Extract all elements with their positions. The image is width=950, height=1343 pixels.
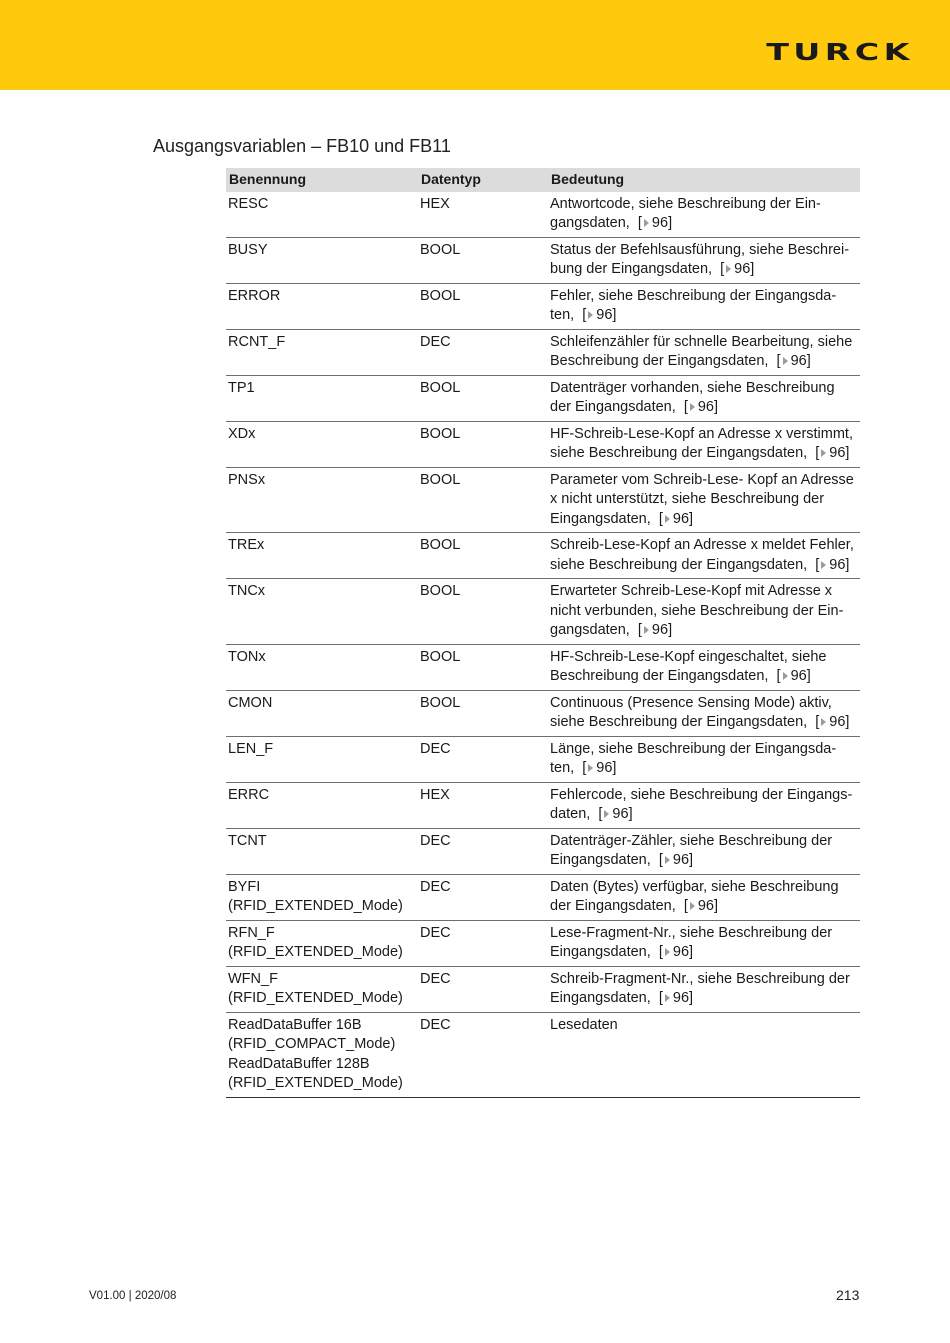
page-reference-link[interactable]: [ 96] bbox=[574, 760, 617, 776]
meaning-text: Datenträger vorhanden, siehe Beschreibung der Eingangsdaten, bbox=[550, 379, 835, 415]
meaning-text: Schreib-Fragment-Nr., siehe Beschreibung der Eingangsdaten, bbox=[550, 970, 850, 1006]
table-row bbox=[226, 690, 860, 736]
table-row bbox=[226, 192, 860, 238]
page-reference-link[interactable]: [ 96] bbox=[807, 445, 850, 461]
meaning-cell bbox=[548, 421, 860, 467]
triangle-right-icon bbox=[665, 948, 670, 956]
data-type-cell: BOOL bbox=[418, 421, 548, 467]
triangle-right-icon bbox=[665, 515, 670, 523]
page-reference-link[interactable]: [ 96] bbox=[629, 622, 673, 638]
variable-name-cell: XDx bbox=[226, 421, 418, 467]
table-row bbox=[226, 1012, 860, 1097]
page-reference-link[interactable]: [ 96] bbox=[675, 399, 719, 415]
meaning-text: HF-Schreib-Lese-Kopf eingeschaltet, siehe Beschreibung der Eingangsdaten, bbox=[550, 648, 827, 684]
page-reference-link[interactable]: [ 96] bbox=[590, 806, 633, 822]
table-row bbox=[226, 828, 860, 874]
table-body bbox=[226, 192, 860, 1098]
meaning-text: Fehler, siehe Beschreibung der Eingangsda- ten, bbox=[550, 287, 837, 323]
reference-page-number: 96 bbox=[596, 307, 613, 323]
table-row bbox=[226, 375, 860, 421]
data-type-cell: BOOL bbox=[418, 644, 548, 690]
meaning-text: Status der Befehlsausführung, siehe Beschrei- bung der Eingangsdaten, bbox=[550, 241, 850, 277]
reference-page-number: 96 bbox=[672, 852, 690, 868]
data-type-cell: BOOL bbox=[418, 467, 548, 533]
triangle-right-icon bbox=[821, 561, 826, 569]
meaning-cell bbox=[548, 736, 860, 782]
page-reference-link[interactable]: [ 96] bbox=[650, 990, 694, 1006]
meaning-cell bbox=[548, 375, 860, 421]
meaning-text: Antwortcode, siehe Beschreibung der Ein- gangsdaten, bbox=[550, 195, 821, 231]
triangle-right-icon bbox=[644, 219, 649, 227]
table-row bbox=[226, 421, 860, 467]
variable-name-cell: WFN_F (RFID_EXTENDED_Mode) bbox=[226, 966, 418, 1012]
variable-name-cell: ERROR bbox=[226, 283, 418, 329]
data-type-cell: DEC bbox=[418, 874, 548, 920]
page-reference-link[interactable]: [ 96] bbox=[629, 215, 673, 231]
variable-name-cell: BYFI (RFID_EXTENDED_Mode) bbox=[226, 874, 418, 920]
variable-name-cell: TREx bbox=[226, 533, 418, 579]
column-header-type: Datentyp bbox=[418, 168, 548, 192]
meaning-cell bbox=[548, 644, 860, 690]
table-row bbox=[226, 966, 860, 1012]
data-type-cell: HEX bbox=[418, 782, 548, 828]
output-variables-table bbox=[226, 168, 860, 1098]
section-title: Ausgangsvariablen – FB10 und FB11 bbox=[153, 136, 451, 156]
meaning-text: Schreib-Lese-Kopf an Adresse x meldet Fehler, siehe Beschreibung der Eingangsdaten, bbox=[550, 537, 854, 573]
triangle-right-icon bbox=[588, 764, 593, 772]
reference-page-number: 96 bbox=[734, 261, 751, 277]
meaning-cell bbox=[548, 1012, 860, 1097]
meaning-cell bbox=[548, 782, 860, 828]
data-type-cell: DEC bbox=[418, 920, 548, 966]
turck-logo: TURCK bbox=[766, 40, 914, 66]
variable-name-cell: ERRC bbox=[226, 782, 418, 828]
data-type-cell: BOOL bbox=[418, 283, 548, 329]
reference-page-number: 96 bbox=[672, 944, 690, 960]
meaning-cell bbox=[548, 828, 860, 874]
table-row bbox=[226, 329, 860, 375]
data-type-cell: DEC bbox=[418, 329, 548, 375]
variable-name-cell: RCNT_F bbox=[226, 329, 418, 375]
triangle-right-icon bbox=[783, 357, 788, 365]
page-number: 213 bbox=[836, 1287, 860, 1303]
table-row bbox=[226, 237, 860, 283]
reference-page-number: 96 bbox=[672, 990, 690, 1006]
variable-name-cell: TONx bbox=[226, 644, 418, 690]
reference-page-number: 96 bbox=[612, 806, 629, 822]
meaning-text: Lesedaten bbox=[550, 1016, 618, 1033]
data-type-cell: HEX bbox=[418, 192, 548, 238]
page-reference-link[interactable]: [ 96] bbox=[712, 261, 755, 277]
page-reference-link[interactable]: [ 96] bbox=[574, 307, 617, 323]
meaning-text: Daten (Bytes) verfügbar, siehe Beschreibung der Eingangsdaten, bbox=[550, 878, 839, 914]
meaning-text: Länge, siehe Beschreibung der Eingangsda- ten, bbox=[550, 740, 837, 776]
table-row bbox=[226, 579, 860, 645]
page-reference-link[interactable]: [ 96] bbox=[650, 510, 694, 527]
meaning-cell bbox=[548, 237, 860, 283]
reference-page-number: 96 bbox=[829, 556, 846, 573]
reference-page-number: 96 bbox=[672, 510, 690, 527]
data-type-cell: BOOL bbox=[418, 375, 548, 421]
data-type-cell: BOOL bbox=[418, 690, 548, 736]
meaning-cell bbox=[548, 874, 860, 920]
meaning-text: HF-Schreib-Lese-Kopf an Adresse x verstimmt, siehe Beschreibung der Eingangsdaten, bbox=[550, 425, 853, 461]
meaning-cell bbox=[548, 533, 860, 579]
data-type-cell: DEC bbox=[418, 828, 548, 874]
triangle-right-icon bbox=[604, 810, 609, 818]
reference-page-number: 96 bbox=[697, 898, 714, 914]
variable-name-cell: ReadDataBuffer 16B (RFID_COMPACT_Mode) ReadDataBuffer 128B (RFID_EXTENDED_Mode) bbox=[226, 1012, 418, 1097]
table-row bbox=[226, 533, 860, 579]
table-row bbox=[226, 467, 860, 533]
meaning-text: Datenträger-Zähler, siehe Beschreibung der Eingangsdaten, bbox=[550, 832, 833, 868]
variable-name-cell: CMON bbox=[226, 690, 418, 736]
variable-name-cell: TNCx bbox=[226, 579, 418, 645]
reference-page-number: 96 bbox=[697, 399, 714, 415]
triangle-right-icon bbox=[690, 403, 695, 411]
variable-name-cell: RFN_F (RFID_EXTENDED_Mode) bbox=[226, 920, 418, 966]
data-type-cell: BOOL bbox=[418, 237, 548, 283]
reference-page-number: 96 bbox=[829, 714, 846, 730]
table-row bbox=[226, 782, 860, 828]
table-row bbox=[226, 644, 860, 690]
meaning-cell bbox=[548, 283, 860, 329]
triangle-right-icon bbox=[665, 994, 670, 1002]
meaning-cell bbox=[548, 579, 860, 645]
data-type-cell: DEC bbox=[418, 1012, 548, 1097]
reference-page-number: 96 bbox=[790, 668, 807, 684]
page-reference-link[interactable]: [ 96] bbox=[807, 714, 850, 730]
meaning-text: Parameter vom Schreib-Lese- Kopf an Adresse x nicht unterstützt, siehe Beschreibung der Eingangsdaten, bbox=[550, 471, 854, 527]
header-bar bbox=[0, 0, 950, 90]
page-reference-link[interactable]: [ 96] bbox=[675, 898, 719, 914]
page-reference-link[interactable]: [ 96] bbox=[807, 556, 850, 573]
meaning-text: Lese-Fragment-Nr., siehe Beschreibung der Eingangsdaten, bbox=[550, 924, 833, 960]
data-type-cell: BOOL bbox=[418, 579, 548, 645]
triangle-right-icon bbox=[726, 265, 731, 273]
triangle-right-icon bbox=[665, 856, 670, 864]
triangle-right-icon bbox=[690, 902, 695, 910]
variable-name-cell: BUSY bbox=[226, 237, 418, 283]
triangle-right-icon bbox=[821, 718, 826, 726]
meaning-text: Schleifenzähler für schnelle Bearbeitung, siehe Beschreibung der Eingangsdaten, bbox=[550, 333, 853, 369]
reference-page-number: 96 bbox=[651, 622, 669, 638]
table-header-row bbox=[226, 168, 860, 192]
table-row bbox=[226, 874, 860, 920]
meaning-cell bbox=[548, 966, 860, 1012]
variable-name-cell: LEN_F bbox=[226, 736, 418, 782]
data-type-cell: DEC bbox=[418, 966, 548, 1012]
column-header-name: Benennung bbox=[226, 168, 418, 192]
table-row bbox=[226, 920, 860, 966]
reference-page-number: 96 bbox=[790, 353, 807, 369]
triangle-right-icon bbox=[821, 449, 826, 457]
meaning-cell bbox=[548, 329, 860, 375]
meaning-cell bbox=[548, 192, 860, 238]
variable-name-cell: TP1 bbox=[226, 375, 418, 421]
reference-page-number: 96 bbox=[596, 760, 613, 776]
data-type-cell: BOOL bbox=[418, 533, 548, 579]
footer-version: V01.00 | 2020/08 bbox=[89, 1290, 177, 1302]
page-reference-link[interactable]: [ 96] bbox=[768, 668, 811, 684]
variable-name-cell: RESC bbox=[226, 192, 418, 238]
meaning-text: Continuous (Presence Sensing Mode) aktiv, siehe Beschreibung der Eingangsdaten, bbox=[550, 694, 832, 730]
variable-name-cell: TCNT bbox=[226, 828, 418, 874]
variable-name-cell: PNSx bbox=[226, 467, 418, 533]
page-reference-link[interactable]: [ 96] bbox=[650, 852, 694, 868]
triangle-right-icon bbox=[644, 626, 649, 634]
data-type-cell: DEC bbox=[418, 736, 548, 782]
page-reference-link[interactable]: [ 96] bbox=[768, 353, 811, 369]
meaning-cell bbox=[548, 690, 860, 736]
triangle-right-icon bbox=[783, 672, 788, 680]
page-reference-link[interactable]: [ 96] bbox=[650, 944, 694, 960]
meaning-cell bbox=[548, 920, 860, 966]
reference-page-number: 96 bbox=[651, 215, 669, 231]
triangle-right-icon bbox=[588, 311, 593, 319]
column-header-meaning: Bedeutung bbox=[548, 168, 860, 192]
table-row bbox=[226, 736, 860, 782]
meaning-text: Fehlercode, siehe Beschreibung der Eingangs- daten, bbox=[550, 786, 853, 822]
table-row bbox=[226, 283, 860, 329]
meaning-cell bbox=[548, 467, 860, 533]
meaning-text: Erwarteter Schreib-Lese-Kopf mit Adresse x nicht verbunden, siehe Beschreibung der Ein- gangsdaten, bbox=[550, 583, 844, 638]
reference-page-number: 96 bbox=[829, 445, 846, 461]
